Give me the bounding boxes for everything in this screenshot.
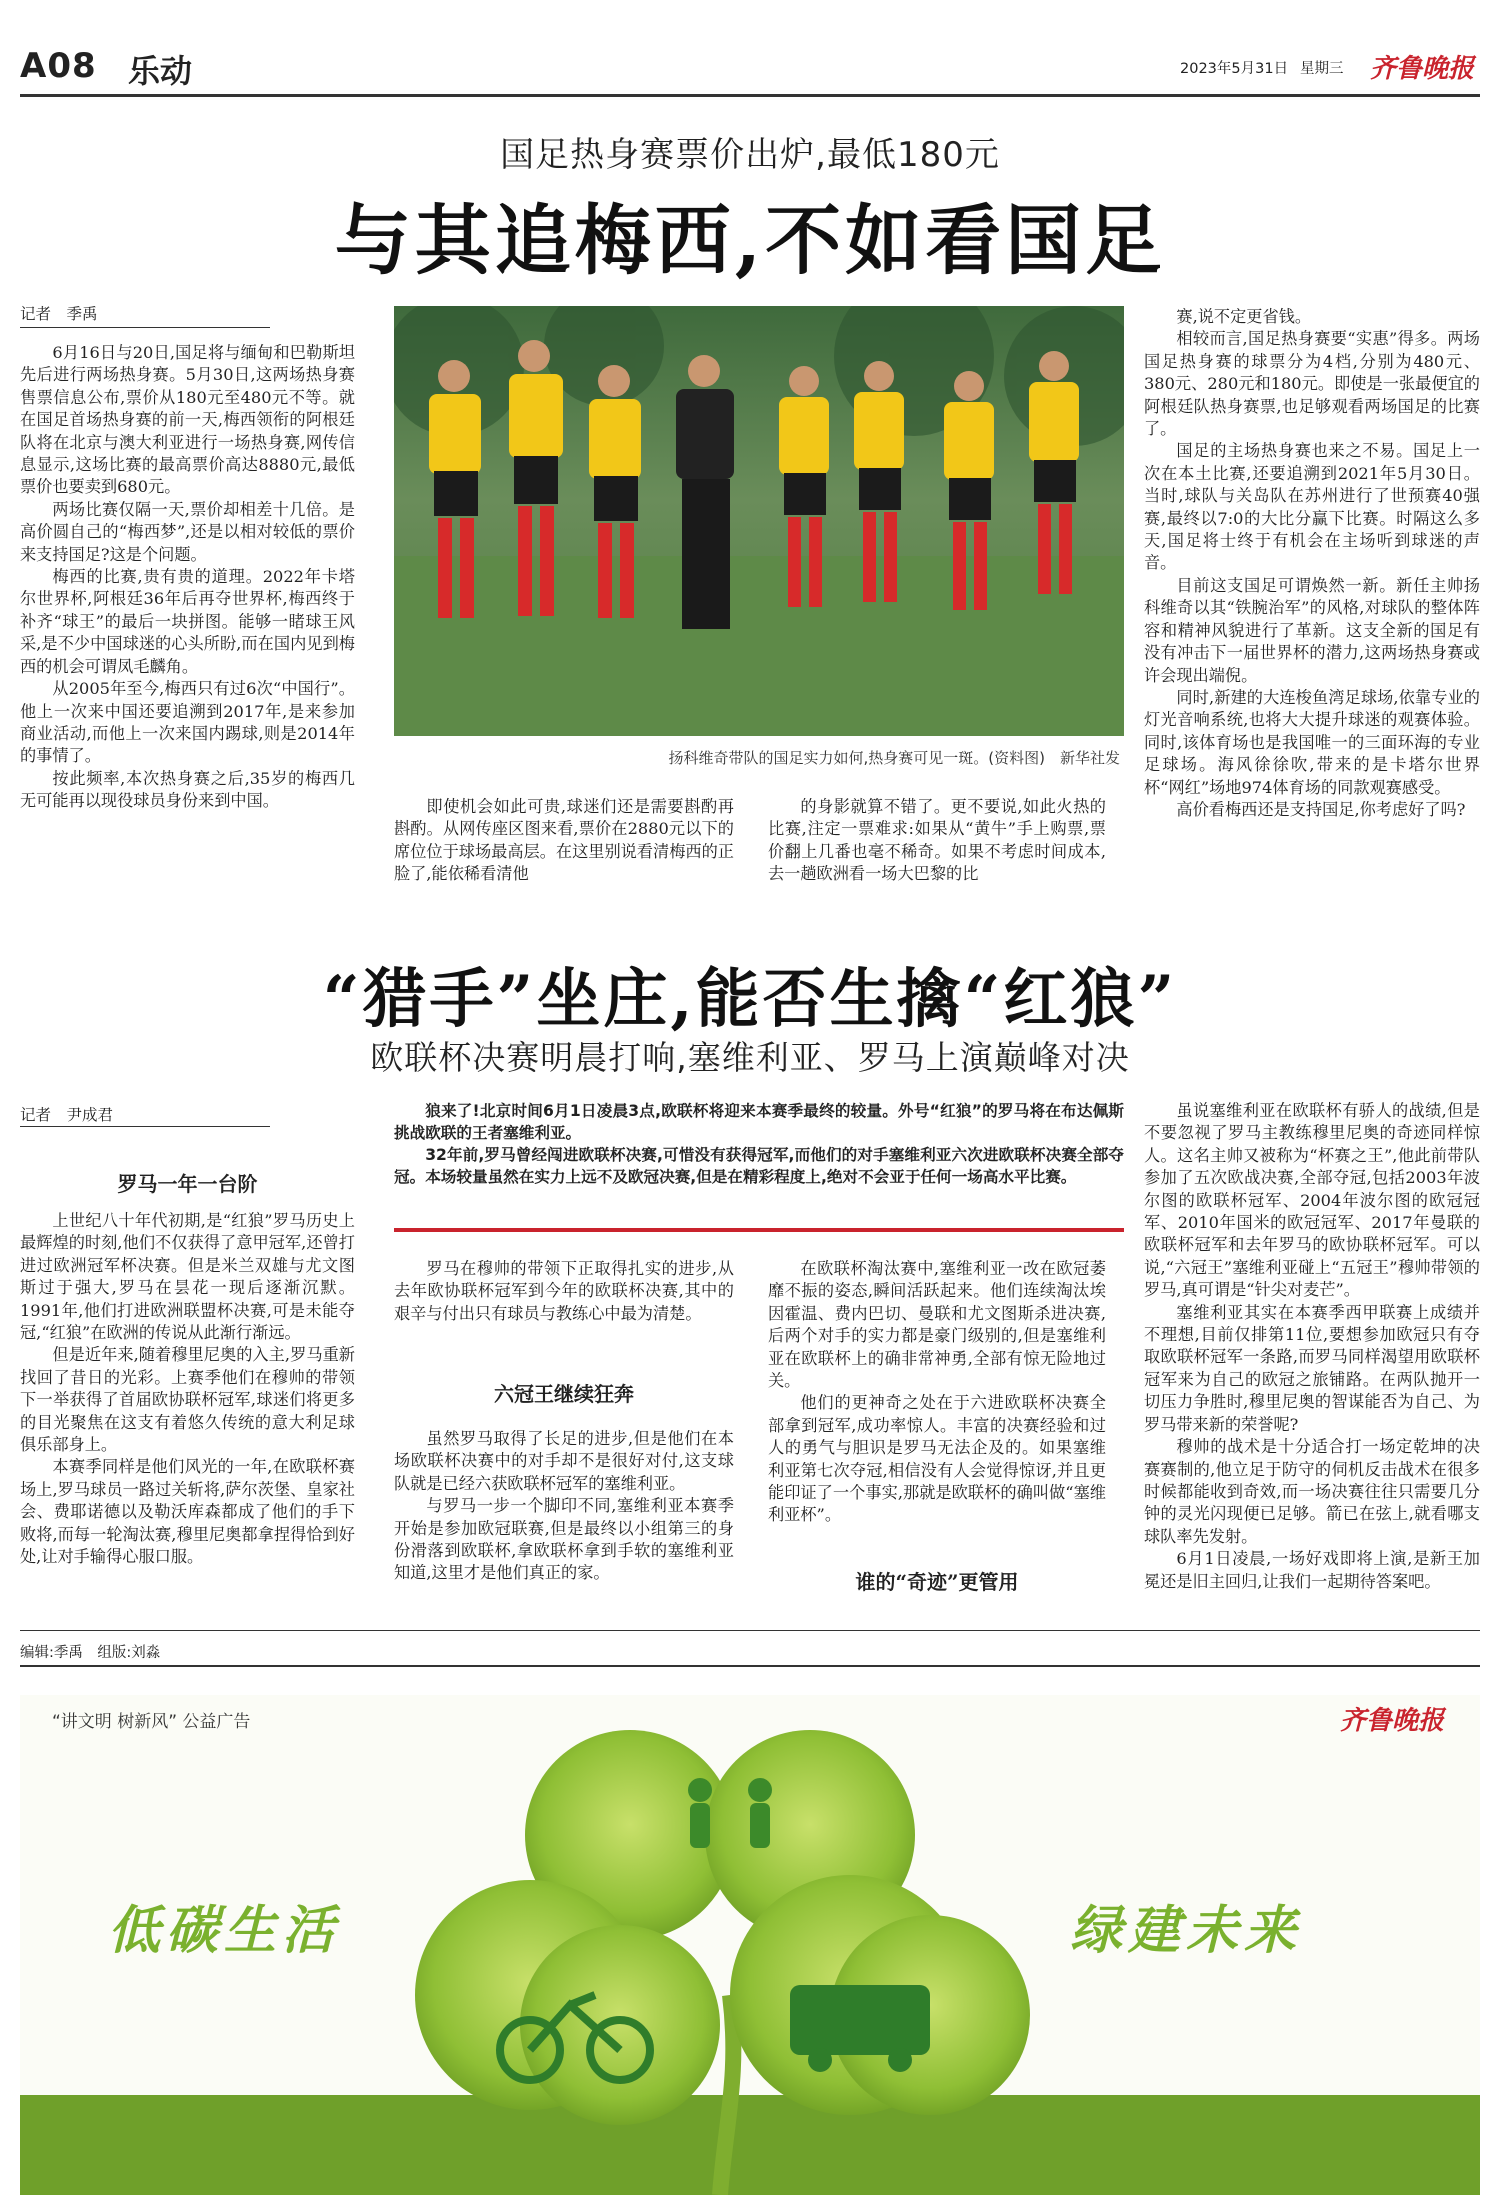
paragraph: 从2005年至今,梅西只有过6次“中国行”。他上一次来中国还要追溯到2017年,是来参加商业活动,而他上一次来国内踢球,则是2014年的事情了。: [20, 679, 355, 766]
paragraph: 赛,说不定更省钱。: [1176, 307, 1312, 326]
team-training-photo: [394, 306, 1124, 736]
article1-column-4: [1144, 306, 1480, 821]
article1-column-2: [394, 796, 734, 886]
page-number: A08: [20, 46, 97, 86]
ad-brand-logo: 齐鲁晚报: [1340, 1706, 1445, 1736]
article2-column-2-top: [394, 1258, 734, 1325]
paragraph: 塞维利亚其实在本赛季西甲联赛上成绩并不理想,目前仅排第11位,要想参加欧冠只有夺取欧联杯冠军一条路,而罗马同样渴望用欧联杯冠军来为自己的欧冠之旅铺路。在两队抛开一切压力争胜时,穆里尼奥的智谋能否为自己、为罗马带来新的荣誉呢?: [1144, 1302, 1480, 1434]
paragraph: 与罗马一步一个脚印不同,塞维利亚本赛季开始是参加欧冠联赛,但是最终以小组第三的身份滑落到欧联杯,拿欧联杯拿到手软的塞维利亚知道,这里才是他们真正的家。: [394, 1496, 734, 1583]
paragraph: 32年前,罗马曾经闯进欧联杯决赛,可惜没有获得冠军,而他们的对手塞维利亚六次进欧联杯决赛全部夺冠。本场较量虽然在实力上远不及欧冠决赛,但是在精彩程度上,绝对不会亚于任何一场高水平比赛。: [394, 1146, 1124, 1186]
paragraph: 梅西的比赛,贵有贵的道理。2022年卡塔尔世界杯,阿根廷36年后再夺世界杯,梅西终于补齐“球王”的最后一块拼图。能够一睹球王风采,是不少中国球迷的心头所盼,而在国内见到梅西的机会可谓凤毛麟角。: [20, 567, 355, 676]
byline-rule-2: [20, 1126, 270, 1127]
paragraph: 但是近年来,随着穆里尼奥的入主,罗马重新找回了昔日的光彩。上赛季他们在穆帅的带领下一举获得了首届欧协联杯冠军,球迷们将更多的目光聚焦在这支有着悠久传统的意大利足球俱乐部身上。: [20, 1345, 355, 1455]
paragraph: 在欧联杯淘汰赛中,塞维利亚一改在欧冠萎靡不振的姿态,瞬间活跃起来。他们连续淘汰埃因霍温、费内巴切、曼联和尤文图斯杀进决赛,后两个对手的实力都是豪门级别的,但是塞维利亚在欧联杯上的确非常神勇,全部有惊无险地过关。: [768, 1259, 1106, 1391]
lead-red-rule: [394, 1228, 1124, 1232]
paragraph: 罗马在穆帅的带领下正取得扎实的进步,从去年欧协联杯冠军到今年的欧联杯决赛,其中的艰辛与付出只有球员与教练心中最为清楚。: [394, 1259, 734, 1323]
article2-byline: 记者 尹成君: [20, 1106, 114, 1124]
paragraph: 虽说塞维利亚在欧联杯有骄人的战绩,但是不要忽视了罗马主教练穆里尼奥的奇迹同样惊人。这名主帅又被称为“杯赛之王”,他此前带队参加了五次欧战决赛,全部夺冠,包括2003年波尔图的欧联杯冠军、2004年波尔图的欧冠冠军、2010年国米的欧冠冠军、2017年曼联的欧联杯冠军和去年罗马的欧协联杯冠军。可以说,“六冠王”塞维利亚碰上“五冠王”穆帅带领的罗马,真可谓是“针尖对麦芒”。: [1144, 1101, 1480, 1300]
paragraph: 的身影就算不错了。更不要说,如此火热的比赛,注定一票难求:如果从“黄牛”手上购票,票价翻上几番也毫不稀奇。如果不考虑时间成本,去一趟欧洲看一场大巴黎的比: [768, 797, 1106, 884]
paragraph: 目前这支国足可谓焕然一新。新任主帅扬科维奇以其“铁腕治军”的风格,对球队的整体阵容和精神风貌进行了革新。这支全新的国足有没有冲击下一届世界杯的潜力,这两场热身赛或许会现出端倪。: [1144, 575, 1480, 685]
article1-byline: 记者 季禹: [20, 305, 98, 323]
paragraph: 国足的主场热身赛也来之不易。国足上一次在本土比赛,还要追溯到2021年5月30日。当时,球队与关岛队在苏州进行了世预赛40强赛,最终以7:0的大比分赢下比赛。时隔这么多天,国足将士终于有机会在主场听到球迷的声音。: [1144, 441, 1480, 573]
article1-headline: 与其追梅西,不如看国足: [334, 196, 1166, 285]
paragraph: 上世纪八十年代初期,是“红狼”罗马历史上最辉煌的时刻,他们不仅获得了意甲冠军,还曾打进过欧洲冠军杯决赛。但是米兰双雄与尤文图斯过于强大,罗马在昙花一现后逐渐沉默。1991年,他们打进欧洲联盟杯决赛,可是未能夺冠,“红狼”在欧洲的传说从此渐行渐远。: [20, 1211, 355, 1343]
paragraph: 穆帅的战术是十分适合打一场定乾坤的决赛赛制的,他立足于防守的伺机反击战术在很多时候都能收到奇效,而一场决赛往往只需要几分钟的灵光闪现便已足够。箭已在弦上,就看哪支球队率先发射。: [1144, 1437, 1480, 1546]
article2-column-3: [768, 1258, 1106, 1527]
photo-image: [394, 306, 1124, 736]
paragraph: 即使机会如此可贵,球迷们还是需要斟酌再斟酌。从网传座区图来看,票价在2880元以下的席位位于球场最高层。在这里别说看清梅西的正脸了,能依稀看清他: [394, 797, 734, 884]
article2-lead: [394, 1100, 1124, 1188]
article2-column-1: [20, 1210, 355, 1569]
article2-headline: “猎手”坐庄,能否生擒“红狼”: [322, 962, 1178, 1037]
paragraph: 两场比赛仅隔一天,票价却相差十几倍。是高价圆自己的“梅西梦”,还是以相对较低的票价来支持国足?这是个问题。: [20, 499, 355, 564]
paragraph: 相较而言,国足热身赛要“实惠”得多。两场国足热身赛的球票分为4档,分别为480元、380元、280元和180元。即使是一张最便宜的阿根廷队热身赛票,也足够观看两场国足的比赛了。: [1144, 329, 1480, 439]
article2-subhead-2: 六冠王继续狂奔: [494, 1382, 634, 1406]
issue-weekday: 星期三: [1300, 61, 1344, 77]
byline-rule: [20, 327, 270, 328]
article2-subhead-1: 罗马一年一台阶: [117, 1172, 258, 1196]
masthead-logo: 齐鲁晚报: [1370, 54, 1475, 84]
header-rule: [20, 94, 1480, 97]
paragraph: 按此频率,本次热身赛之后,35岁的梅西几无可能再以现役球员身份来到中国。: [20, 768, 355, 811]
article2-subtitle: 欧联杯决赛明晨打响,塞维利亚、罗马上演巅峰对决: [370, 1038, 1130, 1077]
article2-column-4: [1144, 1100, 1480, 1593]
issue-date: 2023年5月31日: [1180, 61, 1289, 77]
paragraph: 他们的更神奇之处在于六进欧联杯决赛全部拿到冠军,成功率惊人。丰富的决赛经验和过人的勇气与胆识是罗马无法企及的。如果塞维利亚第七次夺冠,相信没有人会觉得惊讶,并且更能印证了一个事实,那就是欧联杯的确叫做“塞维利亚杯”。: [768, 1393, 1106, 1525]
ad-slogan-right: 绿建未来: [1070, 1901, 1303, 1961]
paragraph: 高价看梅西还是支持国足,你考虑好了吗?: [1176, 799, 1466, 819]
paragraph: 本赛季同样是他们风光的一年,在欧联杯赛场上,罗马球员一路过关斩将,萨尔茨堡、皇家社会、费耶诺德以及勒沃库森都成了他们的手下败将,而每一轮淘汰赛,穆里尼奥都拿捏得恰到好处,让对手输得心服口服。: [20, 1457, 355, 1567]
paragraph: 同时,新建的大连梭鱼湾足球场,依靠专业的灯光音响系统,也将大大提升球迷的观赛体验。同时,该体育场也是我国唯一的三面环海的专业足球场。海风徐徐吹,带来的是卡塔尔世界杯“网红”场地974体育场的同款观赛感受。: [1144, 687, 1480, 797]
photo-caption: 扬科维奇带队的国足实力如何,热身赛可见一斑。(资料图) 新华社发: [668, 749, 1120, 767]
article1-column-3: [768, 796, 1106, 886]
footer-rule: [20, 1630, 1480, 1631]
paragraph: 虽然罗马取得了长足的进步,但是他们在本场欧联杯决赛中的对手却不是很好对付,这支球队就是已经六获欧联杯冠军的塞维利亚。: [394, 1429, 734, 1493]
paragraph: 狼来了!北京时间6月1日凌晨3点,欧联杯将迎来本赛季最终的较量。外号“红狼”的罗马将在布达佩斯挑战欧联的王者塞维利亚。: [394, 1102, 1124, 1142]
section-name: 乐动: [128, 52, 193, 90]
paragraph: 6月16日与20日,国足将与缅甸和巴勒斯坦先后进行两场热身赛。5月30日,这两场热身赛售票信息公布,票价从180元至480元不等。就在国足首场热身赛的前一天,梅西领衔的阿根廷队将在北京与澳大利亚进行一场热身赛,网传信息显示,这场比赛的最高票价高达8880元,最低票价也要卖到680元。: [20, 343, 355, 497]
article1-column-1: [20, 342, 355, 813]
footer-rule-2: [20, 1665, 1480, 1667]
ad-label: “讲文明 树新风” 公益广告: [52, 1712, 251, 1732]
paragraph: 6月1日凌晨,一场好戏即将上演,是新王加冕还是旧主回归,让我们一起期待答案吧。: [1144, 1549, 1480, 1591]
article2-column-2-bottom: [394, 1428, 734, 1585]
article2-subhead-3: 谁的“奇迹”更管用: [855, 1570, 1019, 1594]
editor-credit: 编辑:季禹 组版:刘淼: [20, 1645, 161, 1661]
ad-slogan-left: 低碳生活: [108, 1901, 341, 1961]
article1-subtitle: 国足热身赛票价出炉,最低180元: [500, 135, 1000, 175]
